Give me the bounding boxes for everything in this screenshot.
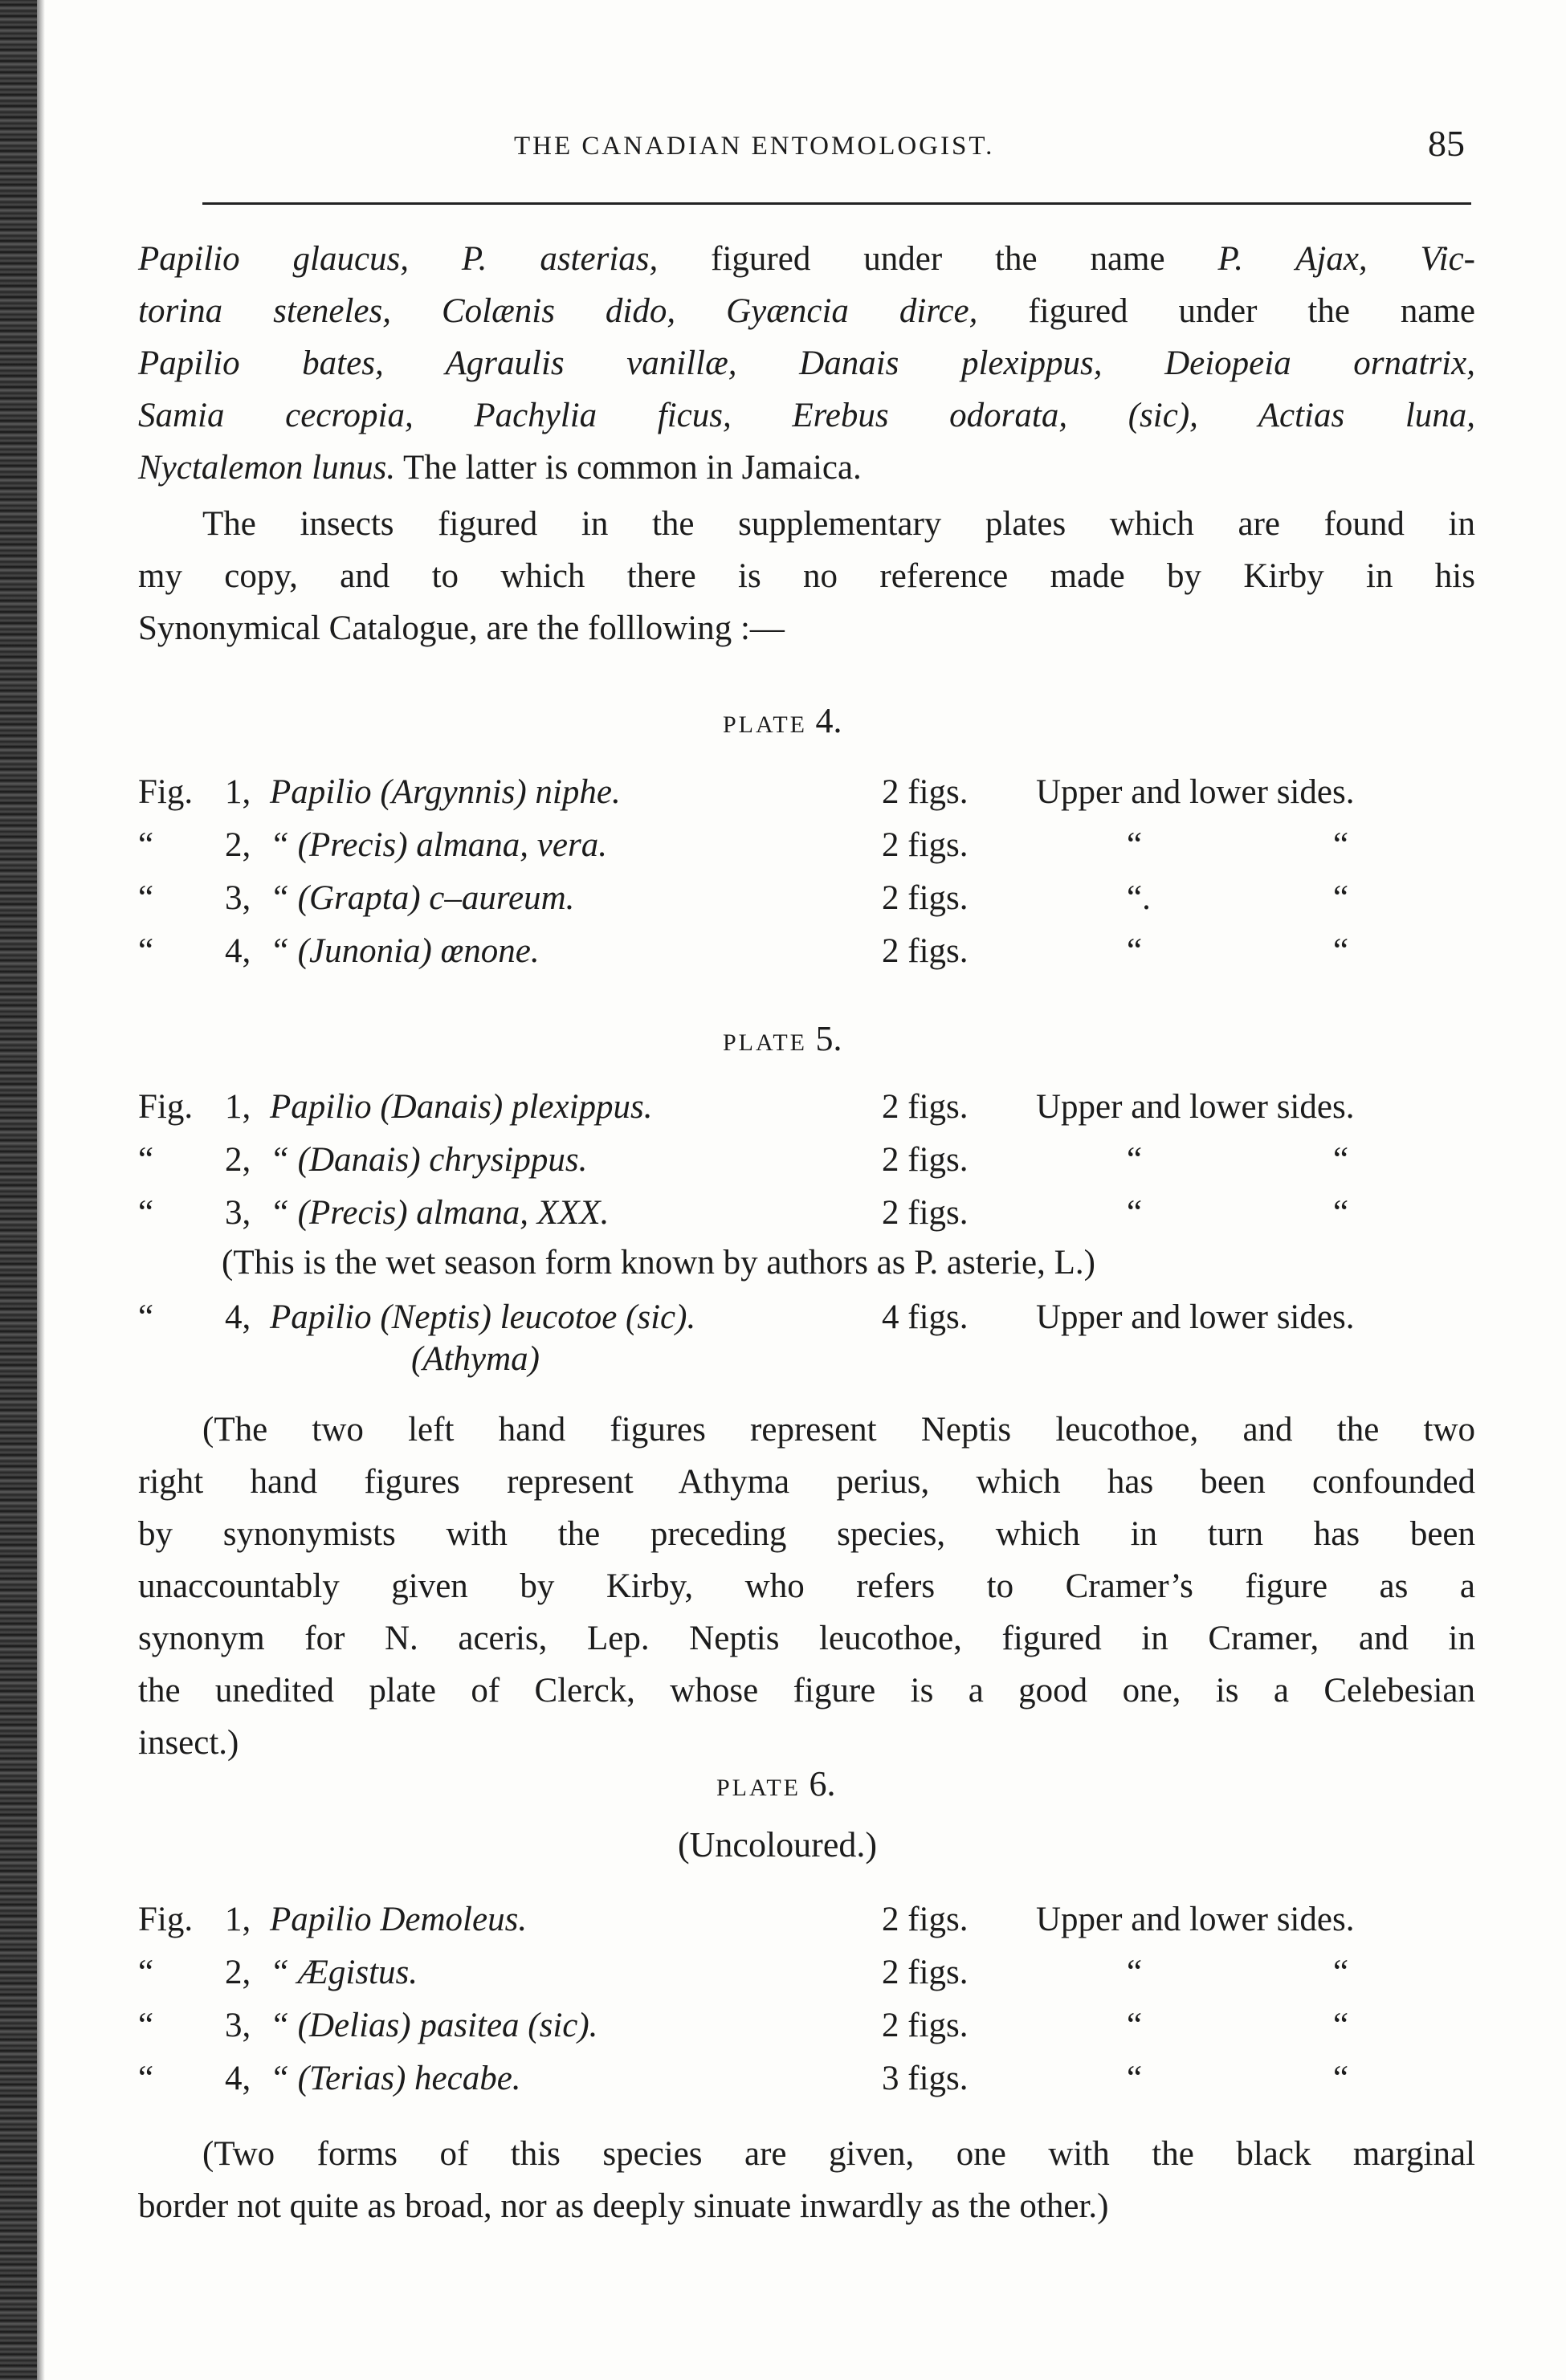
- species-name: “ (Grapta) c–aureum.: [270, 879, 575, 917]
- fig-number: 2,: [225, 826, 251, 864]
- ditto-mark: “: [1333, 2060, 1349, 2097]
- ditto-mark: “: [1333, 826, 1349, 864]
- ditto-mark: “: [138, 879, 154, 917]
- plate-number: 6.: [809, 1764, 836, 1803]
- figs-count: 2 figs.: [882, 2007, 969, 2044]
- plate-6-heading: [716, 1763, 836, 1804]
- paragraph-line: border not quite as broad, nor as deeply sinuate inwardly as the other.): [138, 2187, 1109, 2225]
- plate-6-subtitle: (Uncoloured.): [678, 1825, 878, 1864]
- species-name: Papilio glaucus,: [138, 240, 410, 278]
- fig-number: 3,: [225, 1194, 251, 1232]
- species-name: Erebus odorata,: [731, 397, 1068, 434]
- plate-5-heading: [723, 1018, 842, 1059]
- plate-number: 5.: [815, 1019, 842, 1058]
- ditto-mark: “: [1333, 1141, 1349, 1179]
- fig-number: 4,: [225, 2060, 251, 2097]
- plate-label: PLATE: [723, 711, 807, 738]
- species-name: Nyctalemon lunus.: [138, 449, 396, 487]
- ditto-mark: “: [1127, 2007, 1143, 2044]
- intro-line: [138, 285, 1475, 337]
- species-name: Vic-: [1367, 240, 1475, 278]
- species-name: Papilio (Argynnis) niphe.: [270, 773, 621, 811]
- ditto-mark: “: [138, 2007, 154, 2044]
- species-name: “ (Precis) almana, XXX.: [270, 1194, 610, 1232]
- figs-count: 3 figs.: [882, 2060, 969, 2097]
- running-header-title: THE CANADIAN ENTOMOLOGIST.: [514, 132, 995, 161]
- species-name: Samia cecropia,: [138, 397, 414, 434]
- athyma-subline: (Athyma): [411, 1340, 540, 1378]
- ditto-mark: “: [1333, 1194, 1349, 1232]
- fig-number: 1,: [225, 773, 251, 811]
- species-name: torina steneles,: [138, 292, 391, 330]
- paragraph-line: The insects figured in the supplementary plates which are found in: [202, 505, 1475, 543]
- ditto-mark: “: [1333, 2007, 1349, 2044]
- page-number: 85: [1428, 123, 1465, 164]
- paragraph-line: (The two left hand figures represent Neptis leucothoe, and the two: [202, 1411, 1475, 1449]
- fig-label: Fig.: [138, 1901, 194, 1938]
- ditto-mark: “: [138, 1194, 154, 1232]
- ditto-mark: “: [1127, 932, 1143, 970]
- fig-label: Fig.: [138, 1088, 194, 1126]
- figs-count: 2 figs.: [882, 932, 969, 970]
- ditto-mark: “: [1127, 1141, 1143, 1179]
- species-name: Colænis dido,: [390, 292, 676, 330]
- figs-count: 2 figs.: [882, 826, 969, 864]
- species-name: Papilio bates,: [138, 344, 384, 382]
- paragraph-line: unaccountably given by Kirby, who refers to Cramer’s figure as a: [138, 1567, 1475, 1605]
- species-name: “ (Junonia) œnone.: [270, 932, 540, 970]
- paragraph-line: insect.): [138, 1724, 239, 1762]
- fig-label: Fig.: [138, 773, 194, 811]
- closing-paragraph: [138, 2128, 1475, 2232]
- ditto-mark: “: [1333, 1954, 1349, 1991]
- paragraph-line: the unedited plate of Clerck, whose figure is a good one, is a Celebesian: [138, 1672, 1475, 1710]
- species-name: P. asterias,: [409, 240, 659, 278]
- paragraph-line: (Two forms of this species are given, one with the black marginal: [202, 2135, 1475, 2173]
- figs-count: 2 figs.: [882, 1954, 969, 1991]
- ditto-mark: “: [1127, 2060, 1143, 2097]
- species-name: “ (Danais) chrysippus.: [270, 1141, 588, 1179]
- fig-number: 4,: [225, 932, 251, 970]
- figs-count: 2 figs.: [882, 1088, 969, 1126]
- neptis-paragraph: [138, 1404, 1475, 1769]
- ditto-mark: “: [1333, 932, 1349, 970]
- intro-line: [138, 337, 1475, 389]
- ditto-mark: “: [138, 1954, 154, 1991]
- header-rule: [202, 202, 1471, 205]
- species-name: Papilio (Neptis) leucotoe (sic).: [270, 1298, 696, 1336]
- fig-number: 2,: [225, 1141, 251, 1179]
- ditto-mark: “: [138, 2060, 154, 2097]
- plate-label: PLATE: [723, 1029, 807, 1056]
- ditto-mark: “: [1333, 879, 1349, 917]
- figs-count: 4 figs.: [882, 1298, 969, 1336]
- species-name: “ Ægistus.: [270, 1954, 418, 1991]
- intro-line: [138, 233, 1475, 285]
- species-name: Danais plexippus,: [736, 344, 1103, 382]
- paragraph-line: Synonymical Catalogue, are the folllowing :—: [138, 609, 785, 647]
- ditto-mark: “: [1127, 1954, 1143, 1991]
- fig-number: 1,: [225, 1901, 251, 1938]
- fig-number: 3,: [225, 879, 251, 917]
- figs-count: 2 figs.: [882, 1901, 969, 1938]
- species-name: Deiopeia ornatrix,: [1102, 344, 1475, 382]
- species-name: Papilio (Danais) plexippus.: [270, 1088, 653, 1126]
- text: figured under the name: [977, 292, 1475, 330]
- text: The latter is common in Jamaica.: [395, 449, 862, 487]
- paragraph-line: by synonymists with the preceding species, which in turn has been: [138, 1515, 1475, 1553]
- species-name: Gyæncia dirce,: [675, 292, 978, 330]
- paragraph-line: my copy, and to which there is no reference made by Kirby in his: [138, 557, 1475, 595]
- species-name: Actias luna,: [1197, 397, 1476, 434]
- ditto-mark: “: [138, 826, 154, 864]
- supplementary-paragraph: [138, 498, 1475, 654]
- text: figured under the name: [658, 240, 1218, 278]
- plate-label: PLATE: [716, 1775, 801, 1801]
- fig-number: 2,: [225, 1954, 251, 1991]
- species-name: “ (Precis) almana, vera.: [270, 826, 607, 864]
- ditto-mark: “: [1127, 1194, 1143, 1232]
- sides-note: Upper and lower sides.: [1036, 1088, 1355, 1126]
- sides-note: Upper and lower sides.: [1036, 773, 1355, 811]
- figs-count: 2 figs.: [882, 1194, 969, 1232]
- ditto-mark: “: [138, 1298, 154, 1336]
- intro-line: [138, 389, 1475, 442]
- species-name: “ (Delias) pasitea (sic).: [270, 2007, 598, 2044]
- figs-count: 2 figs.: [882, 1141, 969, 1179]
- species-name: Pachylia ficus,: [413, 397, 732, 434]
- species-name: Papilio Demoleus.: [270, 1901, 528, 1938]
- species-name: Agraulis vanillæ,: [383, 344, 737, 382]
- wet-season-note: (This is the wet season form known by authors as P. asterie, L.): [222, 1244, 1095, 1282]
- species-name: P. Ajax,: [1217, 240, 1368, 278]
- species-name: (sic),: [1067, 397, 1198, 434]
- ditto-mark: “.: [1127, 879, 1151, 917]
- plate-4-heading: [723, 700, 842, 741]
- ditto-mark: “: [138, 1141, 154, 1179]
- sides-note: Upper and lower sides.: [1036, 1298, 1355, 1336]
- fig-number: 4,: [225, 1298, 251, 1336]
- plate-number: 4.: [815, 701, 842, 740]
- species-name: “ (Terias) hecabe.: [270, 2060, 521, 2097]
- paragraph-line: synonym for N. aceris, Lep. Neptis leucothoe, figured in Cramer, and in: [138, 1620, 1475, 1657]
- ditto-mark: “: [138, 932, 154, 970]
- intro-line: [138, 442, 1475, 494]
- ditto-mark: “: [1127, 826, 1143, 864]
- fig-number: 1,: [225, 1088, 251, 1126]
- fig-number: 3,: [225, 2007, 251, 2044]
- sides-note: Upper and lower sides.: [1036, 1901, 1355, 1938]
- intro-paragraph: [138, 233, 1475, 494]
- paragraph-line: right hand figures represent Athyma perius, which has been confounded: [138, 1463, 1475, 1501]
- figs-count: 2 figs.: [882, 879, 969, 917]
- figs-count: 2 figs.: [882, 773, 969, 811]
